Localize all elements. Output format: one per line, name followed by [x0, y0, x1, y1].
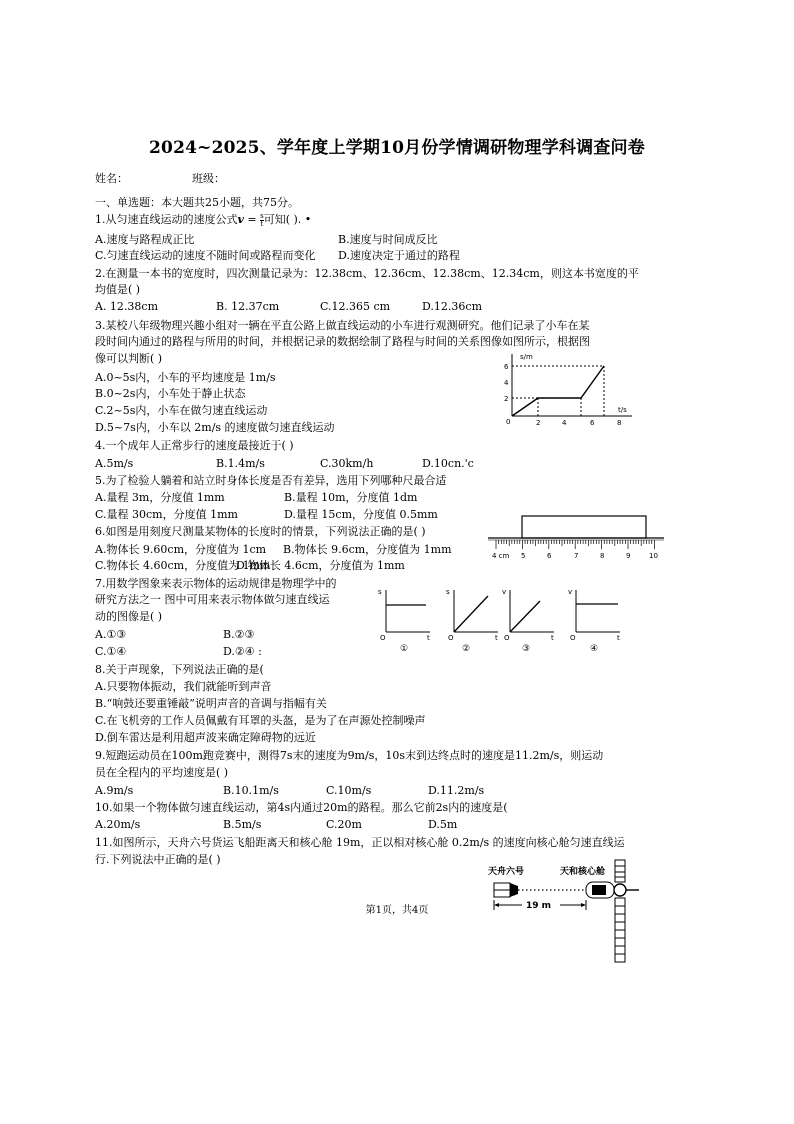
q6-ruler-tick-label: 7 — [574, 552, 579, 560]
q6-measured-object — [522, 516, 646, 538]
q6-option-c: C.物体长 4.60cm，分度值为 1mm — [95, 559, 271, 572]
q3-y-tick: 4 — [504, 379, 509, 387]
q8-option-d: D.倒车雷达是利用超声波来确定障碍物的远近 — [95, 731, 316, 744]
q4-option-a: A.5m/s — [95, 457, 134, 470]
q3-stem-line3: 像可以判断( ) — [95, 352, 163, 365]
q2-option-b: B. 12.37cm — [216, 300, 280, 313]
q3-origin: 0 — [506, 418, 511, 426]
q8-option-b: B.“响鼓还要重锤敲”说明声音的音调与指幅有关 — [95, 697, 327, 710]
q1-stem: 1.从匀速直线运动的速度公式v = $\frac{s}{t}$ 可知( ). • — [95, 211, 312, 228]
q9-stem-line2: 员在全程内的平均速度是( ) — [95, 766, 229, 779]
q6-ruler-tick-label: 5 — [521, 552, 526, 560]
q6-ruler-tick-label: 4 cm — [492, 552, 510, 560]
q2-option-d: D.12.36cm — [422, 300, 483, 313]
q5-option-b: B.量程 10m，分度值 1dm — [284, 491, 418, 504]
tianhe-label: 天和核心舱 — [560, 867, 606, 877]
q5-option-c: C.量程 30cm，分度值 1mm — [95, 508, 238, 521]
q4-option-c: C.30km/h — [320, 457, 374, 470]
q3-x-tick: 8 — [617, 419, 622, 427]
q7-stem-line2: 研究方法之一 图中可用来表示物体做匀速直线运 — [95, 593, 330, 606]
distance-label: 19 m — [526, 901, 552, 911]
q2-option-c: C.12.365 cm — [320, 300, 391, 313]
q7-axis-label: v — [568, 588, 573, 596]
q7-option-c: C.①④ — [95, 645, 127, 658]
q5-stem: 5.为了检验人躺着和站立时身体长度是否有差异，选用下列哪种尺最合适 — [95, 474, 447, 487]
q7-option-d: D.②④ : — [223, 645, 262, 658]
q7-axis-label: t — [495, 634, 498, 642]
q3-x-axis-label: t/s — [618, 406, 627, 414]
q10-option-d: D.5m — [428, 818, 458, 831]
q6-option-d: D.物体长 4.6cm，分度值为 1mm — [236, 559, 405, 572]
q7-graph-number: ③ — [522, 644, 531, 654]
q8-stem: 8.关于声现象，下列说法正确的是( — [95, 663, 264, 676]
q1-option-b: B.速度与时间成反比 — [338, 233, 438, 246]
q7-axis-label: s — [378, 588, 382, 596]
q6-ruler-tick-label: 10 — [649, 552, 658, 560]
q3-stem-line2: 段时间内通过的路程与所用的时间，并根据记录的数据绘制了路程与时间的关系图像如图所示，根据图 — [95, 335, 590, 348]
q2-stem-line1: 2.在测量一本书的宽度时，四次测量记录为：12.38cm、12.36cm、12.38cm、12.34cm，则这本书宽度的平 — [95, 267, 639, 280]
q3-x-tick: 4 — [562, 419, 567, 427]
q4-option-d: D.10cn.'c — [422, 457, 474, 470]
q4-stem: 4.一个成年人正常步行的速度最接近于( ) — [95, 439, 294, 452]
q7-graph-number: ② — [462, 644, 471, 654]
q10-option-c: C.20m — [326, 818, 362, 831]
q7-axis-label: t — [551, 634, 554, 642]
q3-st-graph — [498, 352, 638, 428]
q2-stem-line2: 均值是( ) — [95, 283, 141, 296]
q9-option-b: B.10.1m/s — [223, 784, 279, 797]
q9-option-a: A.9m/s — [95, 784, 134, 797]
q7-origin: O — [380, 634, 386, 642]
q1-option-a: A.速度与路程成正比 — [95, 233, 195, 246]
q8-option-a: A.只要物体振动，我们就能听到声音 — [95, 680, 272, 693]
q2-option-a: A. 12.38cm — [95, 300, 159, 313]
q10-stem: 10.如果一个物体做匀速直线运动，第4s内通过20m的路程。那么它前2s内的速度是( — [95, 801, 508, 814]
q3-y-tick: 2 — [504, 395, 509, 403]
q5-option-d: D.量程 15cm，分度值 0.5mm — [284, 508, 438, 521]
q6-ruler-tick-label: 6 — [547, 552, 552, 560]
q10-option-a: A.20m/s — [95, 818, 141, 831]
q7-origin: O — [570, 634, 576, 642]
page-title: 2024~2025、学年度上学期10月份学情调研物理学科调查问卷 — [149, 138, 645, 158]
q7-axis-label: t — [617, 634, 620, 642]
q9-option-c: C.10m/s — [326, 784, 372, 797]
q7-axis-label: v — [502, 588, 507, 596]
q7-option-b: B.②③ — [223, 628, 255, 641]
q7-axis-label: s — [446, 588, 450, 596]
q6-stem: 6.如图是用刻度尺测量某物体的长度时的情景，下列说法正确的是( ) — [95, 525, 426, 538]
q11-stem-line2: 行.下列说法中正确的是( ) — [95, 853, 221, 866]
q7-stem-line3: 动的图像是( ) — [95, 610, 163, 623]
q3-x-tick: 6 — [590, 419, 595, 427]
q9-stem-line1: 9.短跑运动员在100m跑竞赛中，测得7s末的速度为9m/s，10s末到达终点时的速度是11.2m/s，则运动 — [95, 749, 604, 762]
name-label: 姓名： — [95, 172, 128, 185]
q7-origin: O — [504, 634, 510, 642]
q7-motion-graphs — [372, 582, 642, 654]
q3-option-b: B.0~2s内，小车处于静止状态 — [95, 387, 246, 400]
page-footer: 第1页，共4页 — [365, 905, 429, 916]
q7-stem-line1: 7.用数学图象来表示物体的运动规律是物理学中的 — [95, 577, 337, 590]
q6-ruler-tick-label: 8 — [600, 552, 605, 560]
q7-axis-label: t — [427, 634, 430, 642]
q6-ruler-figure — [486, 514, 666, 564]
tianzhou6-label: 天舟六号 — [488, 867, 525, 877]
q5-option-a: A.量程 3m，分度值 1mm — [95, 491, 225, 504]
class-label: 班级： — [192, 172, 225, 185]
q7-graph-number: ④ — [590, 644, 599, 654]
q3-x-tick: 2 — [536, 419, 541, 427]
q11-stem-line1: 11.如图所示，天舟六号货运飞船距离天和核心舱 19m，正以相对核心舱 0.2m/s 的速度向核心舱匀速直线运 — [95, 836, 625, 849]
q7-option-a: A.①③ — [95, 628, 127, 641]
q7-graph-number: ① — [400, 644, 409, 654]
q3-y-axis-label: s/m — [520, 353, 533, 361]
q3-option-a: A.0~5s内，小车的平均速度是 1m/s — [95, 371, 276, 384]
q6-ruler-tick-label: 9 — [626, 552, 631, 560]
q9-option-d: D.11.2m/s — [428, 784, 485, 797]
q8-option-c: C.在飞机旁的工作人员佩戴有耳罩的头盔，是为了在声源处控制噪声 — [95, 714, 426, 727]
q1-option-c: C.匀速直线运动的速度不随时间或路程而变化 — [95, 249, 316, 262]
q1-option-d: D.速度决定于通过的路程 — [338, 249, 460, 262]
q7-origin: O — [448, 634, 454, 642]
section-heading: 一、单选题：本大题共25小题，共75分。 — [95, 196, 299, 209]
q3-y-tick: 6 — [504, 363, 509, 371]
q6-option-a: A.物体长 9.60cm，分度值为 1cm — [95, 543, 267, 556]
q10-option-b: B.5m/s — [223, 818, 262, 831]
q3-stem-line1: 3.某校八年级物理兴趣小组对一辆在平直公路上做直线运动的小车进行观测研究。他们记录了小车在某 — [95, 319, 590, 332]
q4-option-b: B.1.4m/s — [216, 457, 265, 470]
q3-option-c: C.2~5s内，小车在做匀速直线运动 — [95, 404, 268, 417]
q6-option-b: B.物体长 9.6cm，分度值为 1mm — [283, 543, 452, 556]
q3-option-d: D.5~7s内，小车以 2m/s 的速度做匀速直线运动 — [95, 421, 335, 434]
